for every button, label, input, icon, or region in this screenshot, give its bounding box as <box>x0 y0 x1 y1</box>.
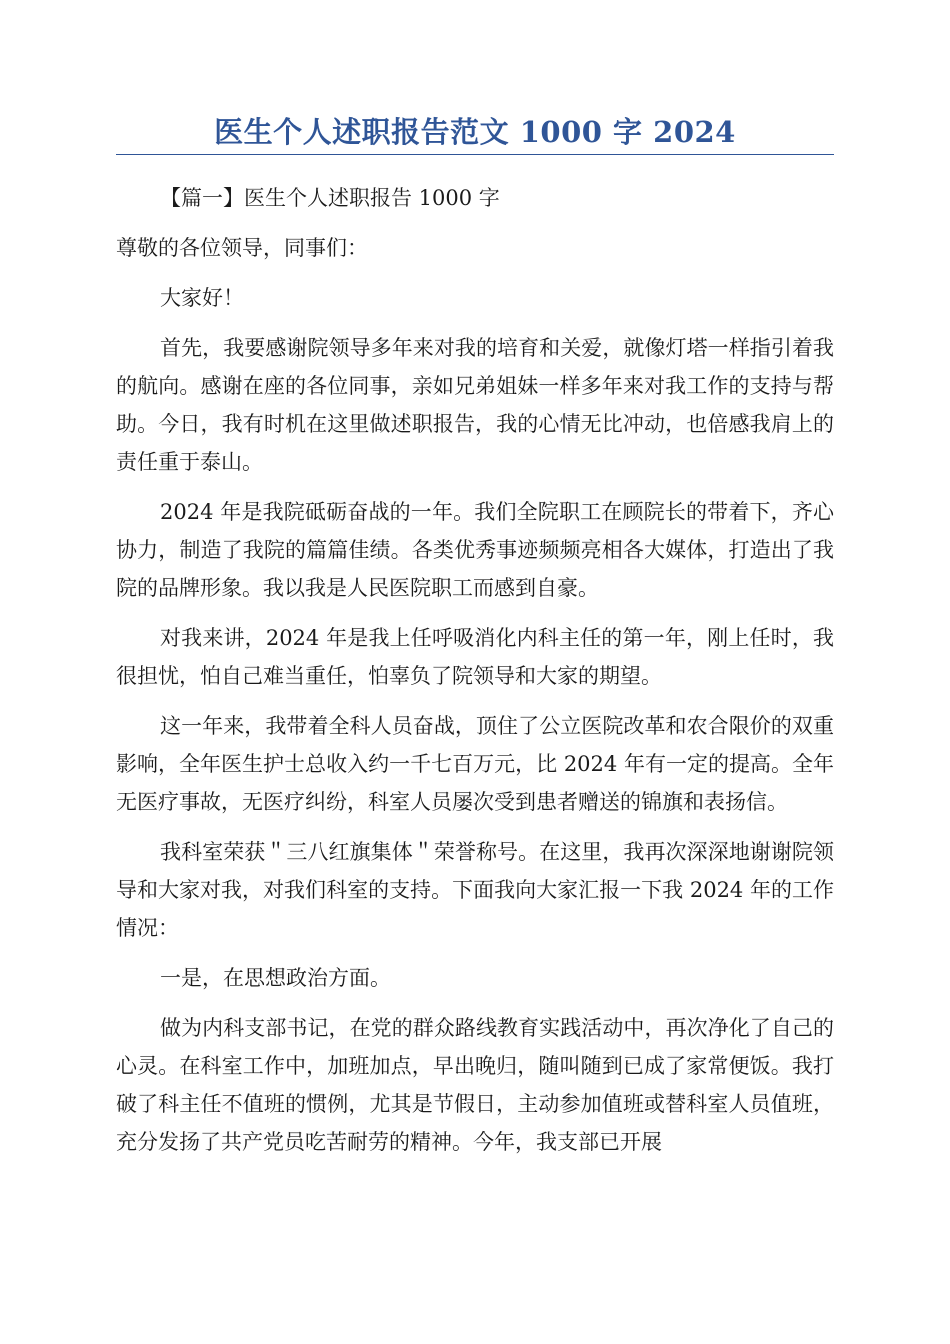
paragraph: 首先，我要感谢院领导多年来对我的培育和关爱，就像灯塔一样指引着我的航向。感谢在座的各位同事，亲如兄弟姐妹一样多年来对我工作的支持与帮助。今日，我有时机在这里做述职报告，我的心情无比冲动，也倍感我肩上的责任重于泰山。 <box>116 336 834 474</box>
paragraph: 对我来讲，2024 年是我上任呼吸消化内科主任的第一年，刚上任时，我很担忧，怕自己难当重任，怕辜负了院领导和大家的期望。 <box>116 626 834 688</box>
salutation: 尊敬的各位领导，同事们： <box>116 236 368 260</box>
document-page <box>116 110 834 1161</box>
paragraph: 一是，在思想政治方面。 <box>160 966 391 990</box>
paragraph: 做为内科支部书记，在党的群众路线教育实践活动中，再次净化了自己的心灵。在科室工作中，加班加点，早出晚归，随叫随到已成了家常便饭。我打破了科主任不值班的惯例，尤其是节假日，主动参加值班或替科室人员值班，充分发扬了共产党员吃苦耐劳的精神。今年，我支部已开展 <box>116 1016 834 1154</box>
section-heading: 【篇一】医生个人述职报告 1000 字 <box>160 186 500 210</box>
paragraph: 我科室荣获＂三八红旗集体＂荣誉称号。在这里，我再次深深地谢谢院领导和大家对我，对我们科室的支持。下面我向大家汇报一下我 2024 年的工作情况： <box>116 840 834 940</box>
document-title: 医生个人述职报告范文 1000 字 2024 <box>214 115 736 149</box>
title-underline <box>116 154 834 155</box>
greeting: 大家好！ <box>160 286 244 310</box>
paragraph: 2024 年是我院砥砺奋战的一年。我们全院职工在顾院长的带着下，齐心协力，制造了我院的篇篇佳绩。各类优秀事迹频频亮相各大媒体，打造出了我院的品牌形象。我以我是人民医院职工而感到自豪。 <box>116 500 834 600</box>
paragraph: 这一年来，我带着全科人员奋战，顶住了公立医院改革和农合限价的双重影响，全年医生护士总收入约一千七百万元，比 2024 年有一定的提高。全年无医疗事故，无医疗纠纷，科室人员屡次受到患者赠送的锦旗和表扬信。 <box>116 714 834 814</box>
